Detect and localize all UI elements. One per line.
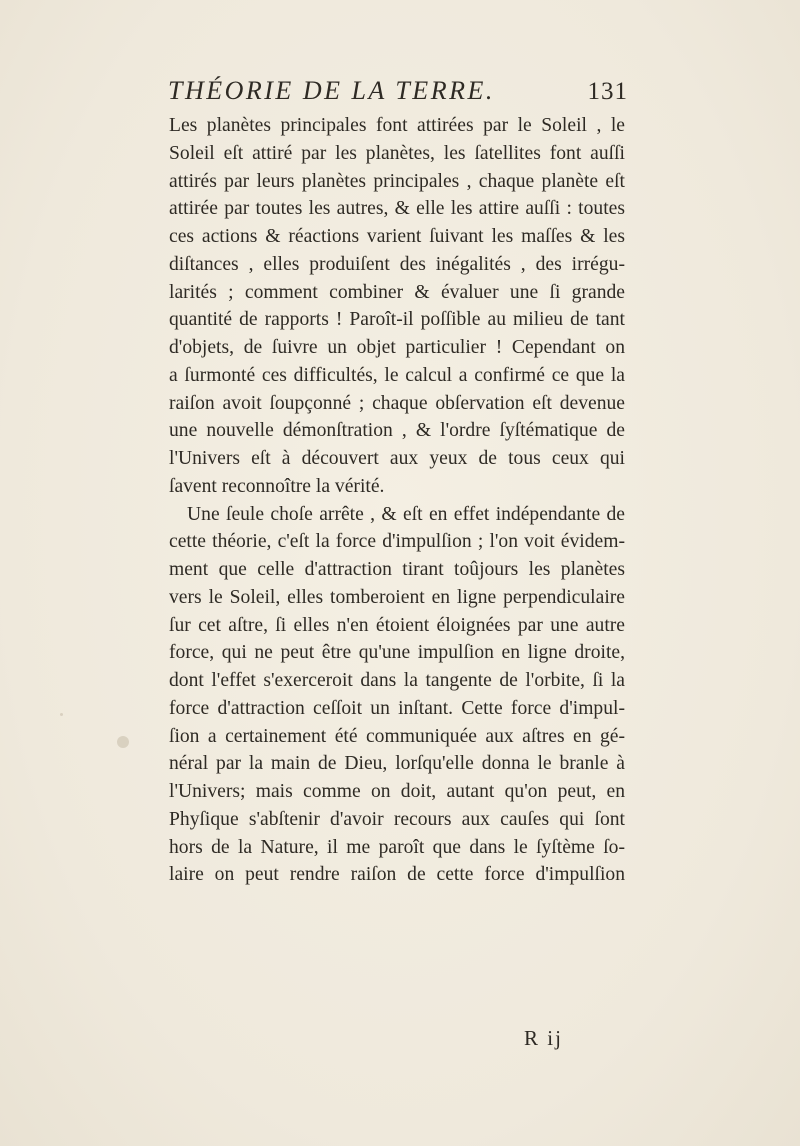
paragraph-2 (169, 501, 625, 890)
text-line: force, qui ne peut être qu'une impulſion en ligne droite, (169, 642, 625, 664)
text-line: diſtances , elles produiſent des inégalités , des irrégu- (169, 253, 625, 275)
text-line: Phyſique s'abſtenir d'avoir recours aux cauſes qui ſont (169, 808, 625, 830)
text-line: l'Univers eſt à découvert aux yeux de tous ceux qui (169, 448, 625, 469)
text-line: laire on peut rendre raiſon de cette force d'impulſion (169, 864, 625, 886)
text-line: attirés par leurs planètes principales , chaque planète eſt (169, 170, 625, 192)
text-line: ſavent reconnoître la vérité. (169, 475, 385, 497)
text-line: a ſurmonté ces difficultés, le calcul a confirmé ce que la (169, 364, 625, 386)
text-line: ment que celle d'attraction tirant toûjours les planètes (169, 559, 625, 580)
text-line: Une ſeule choſe arrête , & eſt en effet indépendante de (187, 503, 625, 525)
running-title: THÉORIE DE LA TERRE. (168, 76, 495, 105)
text-line: quantité de rapports ! Paroît-il poſſible au milieu de tant (169, 309, 625, 331)
text-line: hors de la Nature, il me paroît que dans le ſyſtème ſo- (169, 836, 625, 858)
page-number: 131 (587, 78, 628, 105)
text-line: ſion a certainement été communiquée aux aſtres en gé- (169, 725, 625, 747)
body-text (169, 112, 625, 889)
signature-mark: R ij (524, 1026, 563, 1050)
text-line: larités ; comment combiner & évaluer une ſi grande (169, 281, 625, 303)
text-line: cette théorie, c'eſt la force d'impulſion ; l'on voit évidem- (169, 531, 625, 553)
text-line: attirée par toutes les autres, & elle les attire auſſi : toutes (169, 198, 625, 220)
paper-speck (117, 736, 129, 748)
text-line: force d'attraction ceſſoit un inſtant. Cette force d'impul- (169, 697, 625, 719)
text-line: ces actions & réactions varient ſuivant les maſſes & les (169, 226, 625, 247)
text-line: vers le Soleil, elles tomberoient en ligne perpendiculaire (169, 586, 625, 608)
text-line: néral par la main de Dieu, lorſqu'elle donna le branle à (169, 753, 625, 775)
text-line: d'objets, de ſuivre un objet particulier ! Cependant on (169, 337, 625, 358)
text-line: une nouvelle démonſtration , & l'ordre ſyſtématique de (169, 420, 625, 442)
text-line: Soleil eſt attiré par les planètes, les ſatellites font auſſi (169, 142, 625, 164)
paper-speck (60, 713, 63, 716)
text-line: dont l'effet s'exerceroit dans la tangente de l'orbite, ſi la (169, 670, 625, 691)
running-head (168, 76, 628, 112)
text-line: raiſon avoit ſoupçonné ; chaque obſervation eſt devenue (169, 392, 625, 414)
text-line: ſur cet aſtre, ſi elles n'en étoient éloignées par une autre (169, 614, 625, 636)
paragraph-1 (169, 112, 625, 501)
text-line: Les planètes principales font attirées par le Soleil , le (169, 115, 625, 136)
text-line: l'Univers; mais comme on doit, autant qu'on peut, en (169, 781, 625, 802)
